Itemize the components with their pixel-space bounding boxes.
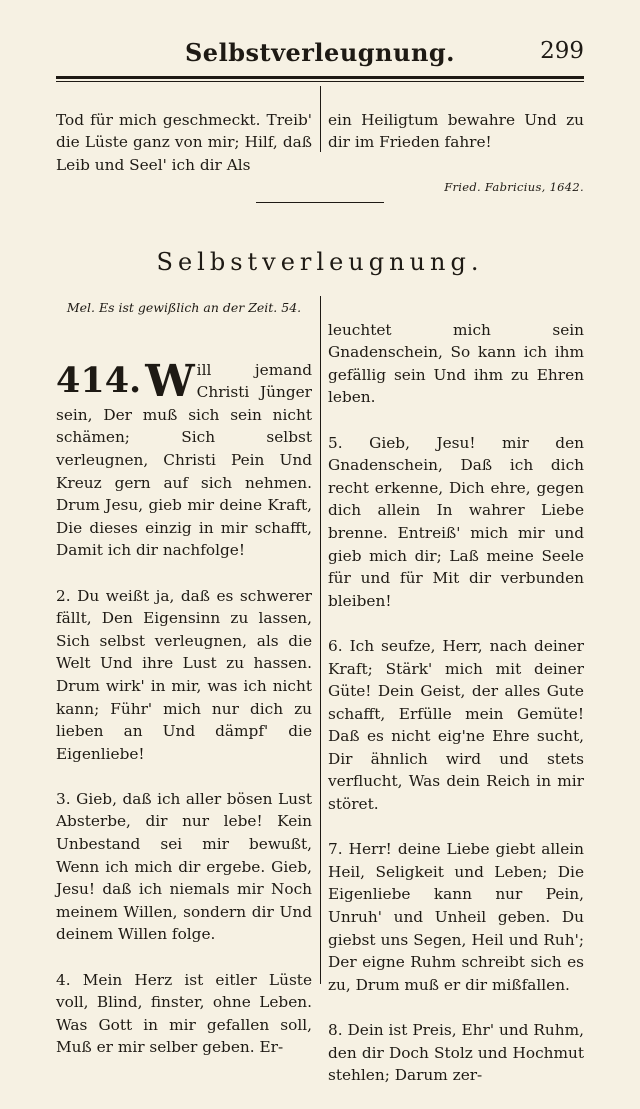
verse-6: 6. Ich seufze, Herr, nach deiner Kraft; Stärk' mich mit deiner Güte! Dein Geist, der alles Gute schafft, Erfülle mein Gemüte! Daß es nicht eig'ne Ehre sucht, Dir ähnlich wird und stets verflucht, Was dein Reich in mir störet. <box>328 636 584 814</box>
previous-hymn-left-column <box>56 86 312 199</box>
verse-1 <box>56 355 312 562</box>
verse-3: 3. Gieb, daß ich aller bösen Lust Absterbe, dir nur lebe! Kein Unbestand sei mir bewußt, Wenn ich mich dir ergebe. Gieb, Jesu! daß ich niemals mir Noch meinem Willen, sondern dir Und deinem Willen folge. <box>56 789 312 944</box>
verse-8: 8. Dein ist Preis, Ehr' und Ruhm, den dir Doch Stolz und Hochmut stehlen; Darum zer- <box>328 1021 584 1085</box>
header-rule <box>56 76 584 79</box>
verse-4-continuation: leuchtet mich sein Gnadenschein, So kann ich ihm gefällig sein Und ihm zu Ehren leben. <box>328 320 584 407</box>
drop-cap: W <box>145 355 195 407</box>
previous-hymn-text-left: Tod für mich geschmeckt. Treib' die Lüste ganz von mir; Hilf, daß Leib und Seel' ich dir Als <box>56 110 312 174</box>
header-rule-thin <box>56 81 584 82</box>
hymn-right-column <box>328 296 584 1109</box>
hymn-number: 414. <box>56 359 142 401</box>
verse-4: 4. Mein Herz ist eitler Lüste voll, Blind, finster, ohne Leben. Was Gott in mir gefallen soll, Muß er mir selber geben. Er- <box>56 970 312 1057</box>
hymn-title: Selbstverleugnung. <box>156 248 484 276</box>
melody-reference: Mel. Es ist gewißlich an der Zeit. 54. <box>66 300 302 315</box>
verse-7: 7. Herr! deine Liebe giebt allein Heil, Seligkeit und Leben; Die Eigenliebe kann nur Pein, Unruh' und Unheil geben. Du giebst uns Segen, Heil und Ruh'; Der eigne Ruhm schreibt sich es zu, Drum muß er dir mißfallen. <box>328 840 584 994</box>
page-number: 299 <box>540 38 584 64</box>
verse-2: 2. Du weißt ja, daß es schwerer fällt, Den Eigensinn zu lassen, Sich selbst verleugnen, als die Welt Und ihre Lust zu hassen. Drum wirk' in mir, was ich nicht kann; Führ' mich nur dich zu lieben an Und dämpf' die Eigenliebe! <box>56 586 312 763</box>
previous-hymn-text-right: ein Heiligtum bewahre Und zu dir im Frieden fahre! <box>328 110 584 152</box>
hymn-left-column <box>56 336 312 1082</box>
verse-1-text: ill jemand Christi Jünger sein, Der muß sich sein nicht schämen; Sich selbst verleugnen, Christi Pein Und Kreuz gern auf sich nehmen. Drum Jesu, gieb mir deine Kraft, Die dieses einzig in mir schafft, Damit ich dir nachfolge! <box>56 360 312 560</box>
column-divider-main <box>320 296 321 984</box>
author-attribution: Fried. Fabricius, 1642. <box>444 180 584 195</box>
verse-5: 5. Gieb, Jesu! mir den Gnadenschein, Daß ich dich recht erkenne, Dich ehre, gegen dich allein In wahrer Liebe brenne. Entreiß' mich mir und gieb mich dir; Laß meine Seele für und für Mit dir verbunden bleiben! <box>328 433 584 610</box>
running-header-title: Selbstverleugnung. <box>184 38 456 67</box>
column-divider-top <box>320 86 321 152</box>
section-separator-rule <box>256 202 384 203</box>
